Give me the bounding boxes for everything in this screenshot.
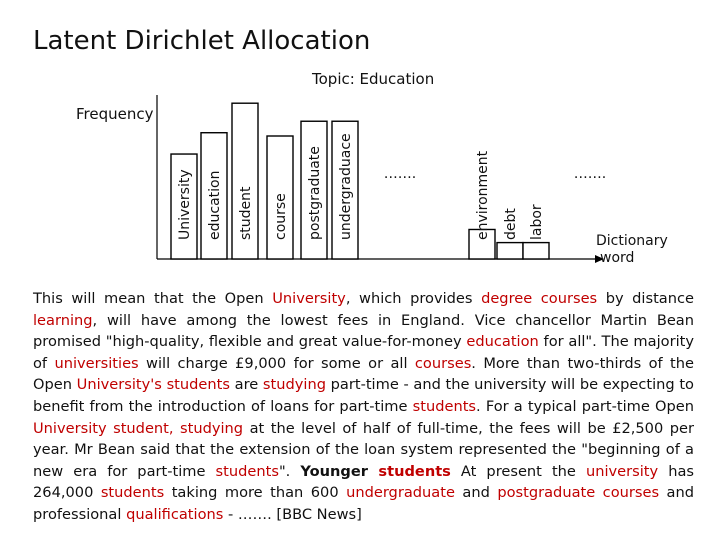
highlighted-term: students — [215, 462, 279, 480]
passage-text: for all". The majority of — [33, 333, 694, 372]
passage-text: by distance — [597, 290, 695, 307]
passage-text: and professional — [33, 484, 694, 523]
highlighted-term: undergraduate — [346, 484, 455, 502]
tick-label-undergraduace: undergraduace — [338, 133, 354, 240]
passage-text: and — [454, 484, 498, 502]
highlighted-term: University student, studying — [33, 419, 244, 437]
tick-label-environment: environment — [475, 150, 491, 240]
passage-text: Younger — [300, 462, 379, 480]
tick-label-student: student — [238, 186, 254, 240]
passage-text: This will mean that the Open — [33, 290, 273, 307]
highlighted-term: university — [585, 462, 659, 480]
highlighted-term: students — [378, 462, 451, 480]
highlighted-term: courses — [414, 354, 472, 372]
passage-text: , which provides — [345, 290, 482, 307]
passage-text: at the level of half of full-time, the fees will be £2,500 per year. Mr Bean said that the extension of the loan system represented the "beginning of a new era for part-time — [33, 419, 694, 480]
passage-text: . For a typical part-time Open — [476, 397, 694, 415]
passage-text: , will have among the lowest fees in England. Vice chancellor Martin Bean promised "high-quality, flexible and great value-for-money — [33, 311, 694, 351]
passage-text: At present the — [450, 462, 586, 480]
tick-label-education: education — [207, 170, 223, 240]
highlighted-term: qualifications — [126, 505, 224, 523]
tick-label-postgraduate: postgraduate — [307, 146, 323, 240]
tick-label-university: University — [177, 169, 193, 240]
highlighted-term: studying — [262, 376, 326, 394]
y-axis-label: Frequency — [76, 105, 154, 123]
bar-debt — [497, 243, 523, 259]
highlighted-term: students — [412, 397, 477, 415]
highlighted-term: students — [100, 484, 165, 502]
topic-label: Topic: Education — [312, 70, 435, 88]
passage-text: will charge £9,000 for some or all — [138, 354, 415, 372]
passage-text: . More than two-thirds of the Open — [33, 354, 694, 394]
highlighted-term: University's students — [76, 376, 230, 394]
tick-label-course: course — [273, 193, 289, 240]
bar-labor — [523, 243, 549, 259]
passage-text: taking more than 600 — [164, 484, 347, 502]
highlighted-term: universities — [54, 354, 139, 372]
highlighted-term: degree courses — [481, 290, 598, 307]
passage-text: - ……. [BBC News] — [223, 505, 362, 523]
article-passage — [33, 288, 694, 526]
ellipsis-label: ……. — [573, 166, 607, 182]
passage-text: ". — [278, 462, 301, 480]
ellipsis-label: ……. — [383, 166, 417, 182]
highlighted-term: education — [466, 333, 539, 351]
highlighted-term: learning — [33, 311, 93, 329]
tick-label-debt: debt — [503, 208, 519, 240]
passage-text: are — [229, 376, 263, 394]
passage-text: has 264,000 — [33, 462, 695, 502]
highlighted-term: postgraduate courses — [497, 484, 660, 502]
slide-title: Latent Dirichlet Allocation — [33, 26, 371, 56]
passage-text: part-time - and the university will be expecting to benefit from the introduction of loans for part-time — [33, 376, 694, 415]
x-axis-label: Dictionary word — [596, 233, 668, 266]
highlighted-term: University — [272, 290, 346, 307]
tick-label-labor: labor — [529, 204, 545, 240]
